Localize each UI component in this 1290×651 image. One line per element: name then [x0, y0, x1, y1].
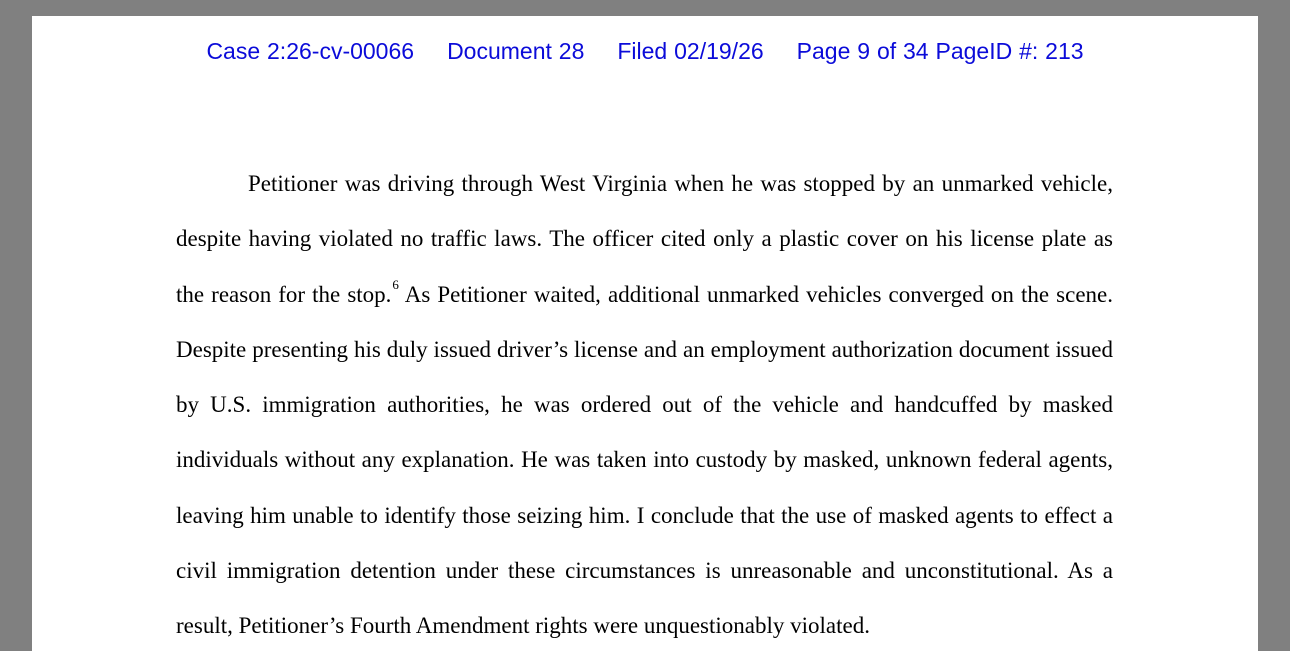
document-page [32, 16, 1258, 651]
court-filing-header [32, 38, 1258, 65]
paragraph-text-start: Petitioner was driving through West Virginia when he was stopped by an unmarked vehicle, despite having violated no traffic laws. The officer cited only a plastic cover on his license plate as the reason for the stop. [176, 171, 1113, 307]
filed-date: Filed 02/19/26 [617, 38, 764, 64]
footnote-marker[interactable]: 6 [392, 276, 399, 292]
body-paragraph [176, 156, 1113, 651]
case-number: Case 2:26-cv-00066 [206, 38, 415, 64]
document-number: Document 28 [447, 38, 585, 64]
paragraph-text-rest: As Petitioner waited, additional unmarked vehicles converged on the scene. Despite presenting his duly issued driver’s license and an employment authorization document issued by U.S. immigration authorities, he was ordered out of the vehicle and handcuffed by masked individuals without any explanation. He was taken into custody by masked, unknown federal agents, leaving him unable to identify those seizing him. I conclude that the use of masked agents to effect a civil immigration detention under these circumstances is unreasonable and unconstitutional. As a result, Petitioner’s Fourth Amendment rights were unquestionably violated. [176, 281, 1113, 639]
page-id: Page 9 of 34 PageID #: 213 [796, 38, 1084, 64]
